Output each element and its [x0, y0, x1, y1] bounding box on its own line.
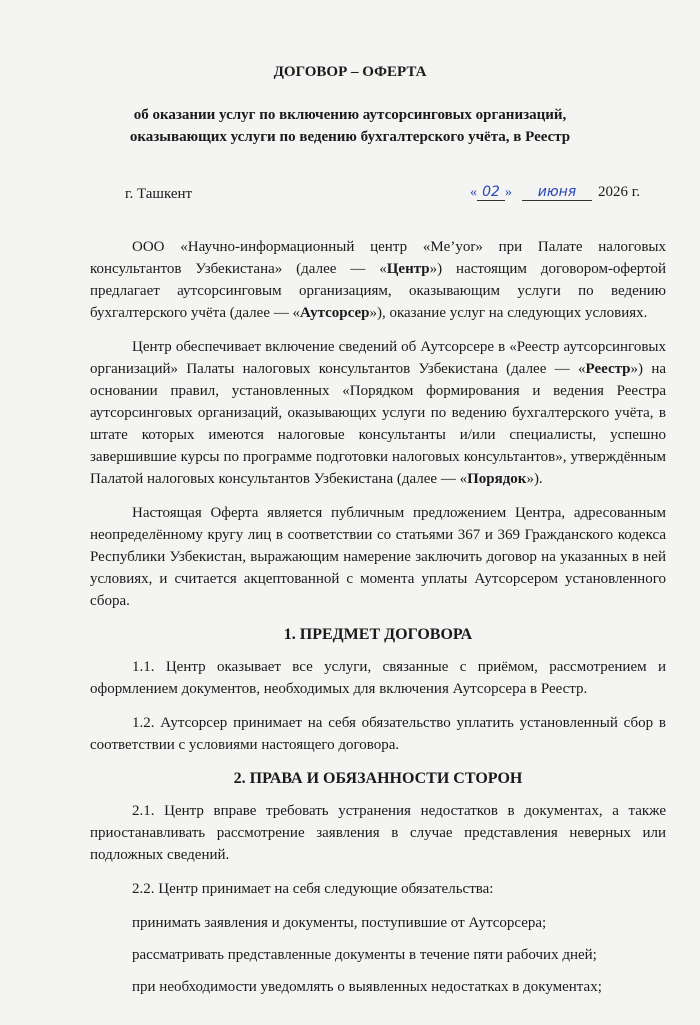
paragraph-3: Настоящая Оферта является публичным предложением Центра, адресованным неопределённому кругу лиц в соответствии со статьями 367 и 369 Гражданского кодекса Республики Узбекистан, выражающим намерение заключить договор на указанных в ней условиях, и считается акцептованной с момента уплаты Аутсорсером установленного сбора. — [90, 505, 666, 609]
document-title: ДОГОВОР – ОФЕРТА — [273, 64, 427, 80]
document-subtitle — [0, 104, 700, 148]
p1-text-a: ООО «Научно-информационный центр «Me’yor» при Палате налоговых консультантов Узбекистана» (далее — « — [90, 239, 666, 277]
date-year: 2026 г. — [598, 184, 640, 200]
city: г. Ташкент — [125, 186, 193, 202]
p2-text-e: »). — [526, 471, 543, 487]
p1-term-center: Центр — [386, 261, 430, 277]
subtitle-line-1: об оказании услуг по включению аутсорсинговых организаций, — [133, 107, 567, 123]
item-2-1: 2.1. Центр вправе требовать устранения недостатков в документах, а также приостанавливать рассмотрение заявления в случае представления неверных или подложных сведений. — [90, 803, 666, 863]
duty-3: при необходимости уведомлять о выявленных недостатках в документах; — [132, 979, 602, 995]
section-2-heading: 2. ПРАВА И ОБЯЗАННОСТИ СТОРОН — [233, 770, 523, 787]
item-1-2: 1.2. Аутсорсер принимает на себя обязательство уплатить установленный сбор в соответствии с условиями настоящего договора. — [90, 715, 666, 753]
p2-term-procedure: Порядок — [467, 471, 527, 487]
date-month-handwritten: июня — [522, 184, 592, 201]
p2-text-c: ») на основании правил, установленных «Порядком формирования и ведения Реестра аутсорсинговых организаций, оказывающих услуги по ведению бухгалтерского учёта, в штате которых имеются налоговые консультанты и/или специалисты, успешно завершившие курсы по программе подготовки налоговых консультантов», утверждённым Палатой налоговых консультантов Узбекистана (далее — « — [90, 361, 667, 487]
item-1-1: 1.1. Центр оказывает все услуги, связанные с приёмом, рассмотрением и оформлением документов, необходимых для включения Аутсорсера в Реестр. — [90, 659, 666, 697]
date-close-quote: » — [505, 185, 512, 200]
subtitle-line-2: оказывающих услуги по ведению бухгалтерского учёта, в Реестр — [129, 129, 571, 145]
paragraph-1 — [90, 236, 666, 324]
item-2-2: 2.2. Центр принимает на себя следующие обязательства: — [132, 881, 494, 897]
section-1-heading: 1. ПРЕДМЕТ ДОГОВОРА — [283, 626, 473, 643]
p2-text-a: Центр обеспечивает включение сведений об Аутсорсере в «Реестр аутсорсинговых организаций» Палаты налоговых консультантов Узбекистана (далее — « — [90, 339, 666, 377]
duty-2: рассматривать представленные документы в течение пяти рабочих дней; — [132, 947, 597, 963]
duty-1: принимать заявления и документы, поступившие от Аутсорсера; — [132, 915, 547, 931]
p1-term-outsourcer: Аутсорсер — [299, 305, 370, 321]
paragraph-2 — [90, 336, 666, 490]
date-day-handwritten: 02 — [477, 184, 505, 201]
date-open-quote: « — [470, 185, 477, 200]
p1-text-c: ») настоящим договором-офертой предлагает аутсорсинговым организациям, оказывающим услуги по ведению бухгалтерского учёта (далее — « — [90, 261, 666, 321]
p2-term-registry: Реестр — [585, 361, 631, 377]
contract-date — [470, 184, 640, 201]
document-body — [90, 236, 666, 1008]
p1-text-e: »), оказание услуг на следующих условиях. — [369, 305, 648, 321]
